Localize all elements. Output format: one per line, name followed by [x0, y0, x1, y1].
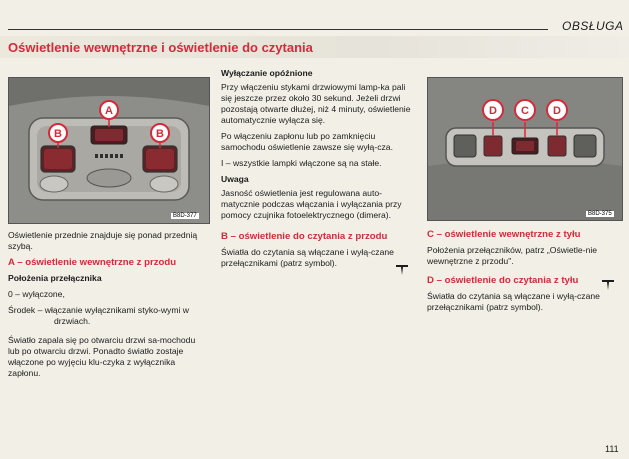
- figure-ref: B8D-375: [588, 211, 612, 217]
- d-text: Światła do czytania są włączane i wyłą-czane przełącznikami (patrz symbol).: [427, 291, 600, 312]
- delay-paragraph-2: Po włączeniu zapłonu lub po zamknięciu samochodu oświetlenie zawsze się wyłą-cza.: [221, 131, 393, 152]
- rear-reading-light-left: [484, 136, 502, 156]
- header-rule: [8, 29, 548, 30]
- heading-c: C – oświetlenie wewnętrzne z tyłu: [427, 229, 581, 240]
- caption: Oświetlenie przednie znajduje się ponad przednią szybą.: [8, 230, 198, 251]
- column-right: [427, 229, 621, 318]
- delay-paragraph-3: I – wszystkie lampki włączone są na stałe.: [221, 158, 382, 168]
- rear-reading-light-right: [548, 136, 566, 156]
- figure-front-lights: [8, 77, 210, 224]
- heading-a: A – oświetlenie wewnętrzne z przodu: [8, 257, 177, 268]
- column-middle: [221, 68, 418, 274]
- callout-d-right-label: D: [553, 105, 561, 117]
- callout-c-label: C: [521, 105, 529, 117]
- callout-b-left-label: B: [54, 128, 62, 140]
- page-number: 111: [605, 444, 619, 454]
- position-middle: Środek – włączanie wyłącznikami styko-wymi w drzwiach.: [8, 305, 189, 326]
- column-left: [8, 230, 208, 384]
- figure-rear-lights: [427, 77, 623, 221]
- positions-title: Położenia przełącznika: [8, 273, 102, 283]
- delay-title: Wyłączanie opóźnione: [221, 68, 313, 78]
- callout-d-left-label: D: [489, 105, 497, 117]
- figure-ref: B8D-377: [173, 213, 197, 219]
- page-title: Oświetlenie wewnętrzne i oświetlenie do czytania: [8, 40, 313, 55]
- switch-symbol-icon: [601, 279, 615, 291]
- delay-paragraph-1: Przy włączeniu stykami drzwiowymi lamp-ka pali się jeszcze przez około 30 sekund. Jeżeli drzwi pozostają otwarte dłużej, niż 4 minuty, oświetlenie automatycznie wyłącza się.: [221, 82, 411, 125]
- note-text: Światło zapala się po otwarciu drzwi sa-mochodu lub po otwarciu drzwi. Ponadto światło zostaje włączone po wyjęciu klu-czyka z wyłącznika zapłonu.: [8, 335, 196, 378]
- b-text: Światła do czytania są włączane i wyłą-czane przełącznikami (patrz symbol).: [221, 247, 394, 268]
- c-text: Położenia przełączników, patrz „Oświetle-nie wewnętrzne z przodu".: [427, 245, 598, 266]
- rear-panel-illustration: [428, 78, 622, 220]
- heading-b: B – oświetlenie do czytania z przodu: [221, 231, 388, 242]
- uwaga-text: Jasność oświetlenia jest regulowana auto-matycznie podczas włączania i wyłączania przy pomocy czujnika fotoelektrycznego (dimera).: [221, 188, 402, 220]
- callout-a-label: A: [105, 105, 113, 117]
- position-0: 0 – wyłączone,: [8, 289, 65, 299]
- front-panel-illustration: [9, 78, 209, 223]
- heading-d: D – oświetlenie do czytania z tyłu: [427, 275, 579, 286]
- switch-symbol-icon: [395, 264, 409, 276]
- uwaga-title: Uwaga: [221, 174, 249, 184]
- section-label: OBSŁUGA: [562, 19, 624, 33]
- callout-b-right-label: B: [156, 128, 164, 140]
